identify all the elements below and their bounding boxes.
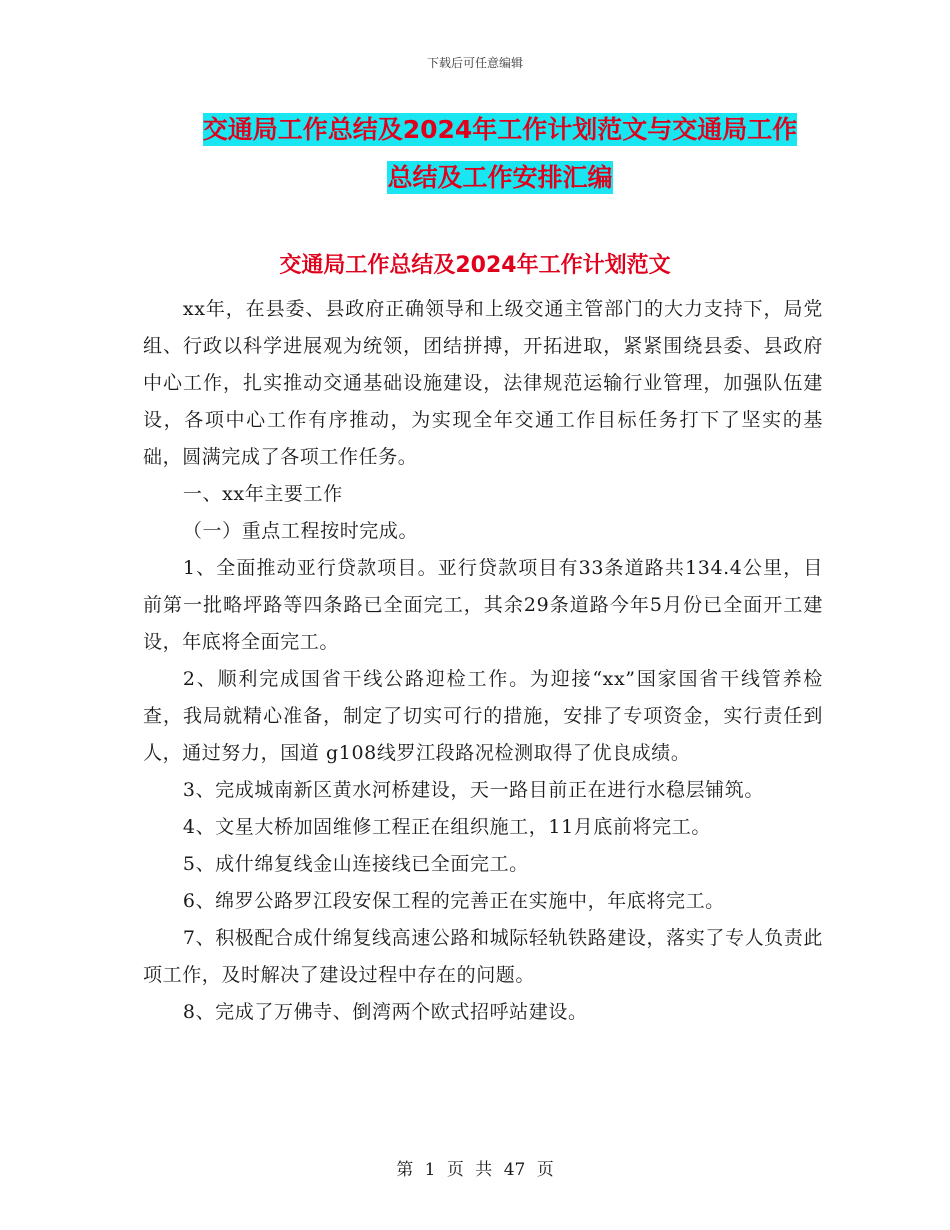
page-number: 第 1 页 共 47 页 bbox=[396, 1160, 554, 1180]
document-main-title bbox=[120, 106, 880, 202]
list-item-3: 3、完成城南新区黄水河桥建设，天一路目前正在进行水稳层铺筑。 bbox=[182, 779, 764, 801]
list-item-5: 5、成什绵复线金山连接线已全面完工。 bbox=[182, 853, 529, 875]
paragraph-intro: xx年，在县委、县政府正确领导和上级交通主管部门的大力支持下，局党组、行政以科学进展观为统领，团结拼搏，开拓进取，紧紧围绕县委、县政府中心工作，扎实推动交通基础设施建设，法律规范运输行业管理，加强队伍建设，各项中心工作有序推动，为实现全年交通工作目标任务打下了坚实的基础，圆满完成了各项工作任务。 bbox=[143, 298, 823, 468]
heading-key-projects: （一）重点工程按时完成。 bbox=[182, 520, 419, 542]
list-item-6: 6、绵罗公路罗江段安保工程的完善正在实施中，年底将完工。 bbox=[182, 890, 725, 912]
document-body bbox=[143, 291, 823, 1031]
main-title-line-1: 交通局工作总结及2024年工作计划范文与交通局工作 bbox=[202, 115, 798, 144]
list-item-2: 2、顺利完成国省干线公路迎检工作。为迎接“xx”国家国省干线管养检查，我局就精心准备，制定了切实可行的措施，安排了专项资金，实行责任到人，通过努力，国道 g108线罗江段路况检测取得了优良成绩。 bbox=[143, 668, 823, 764]
main-title-line-2: 总结及工作安排汇编 bbox=[387, 163, 613, 192]
list-item-1: 1、全面推动亚行贷款项目。亚行贷款项目有33条道路共134.4公里，目前第一批略坪路等四条路已全面完工，其余29条道路今年5月份已全面开工建设，年底将全面完工。 bbox=[143, 557, 823, 653]
list-item-8: 8、完成了万佛寺、倒湾两个欧式招呼站建设。 bbox=[182, 1001, 588, 1023]
list-item-7: 7、积极配合成什绵复线高速公路和城际轻轨铁路建设，落实了专人负责此项工作，及时解决了建设过程中存在的问题。 bbox=[143, 927, 823, 986]
list-item-4: 4、文星大桥加固维修工程正在组织施工，11月底前将完工。 bbox=[182, 816, 711, 838]
heading-main-work: 一、xx年主要工作 bbox=[182, 483, 343, 505]
page-header-note: 下载后可任意编辑 bbox=[426, 56, 523, 70]
section-title: 交通局工作总结及2024年工作计划范文 bbox=[279, 253, 671, 278]
